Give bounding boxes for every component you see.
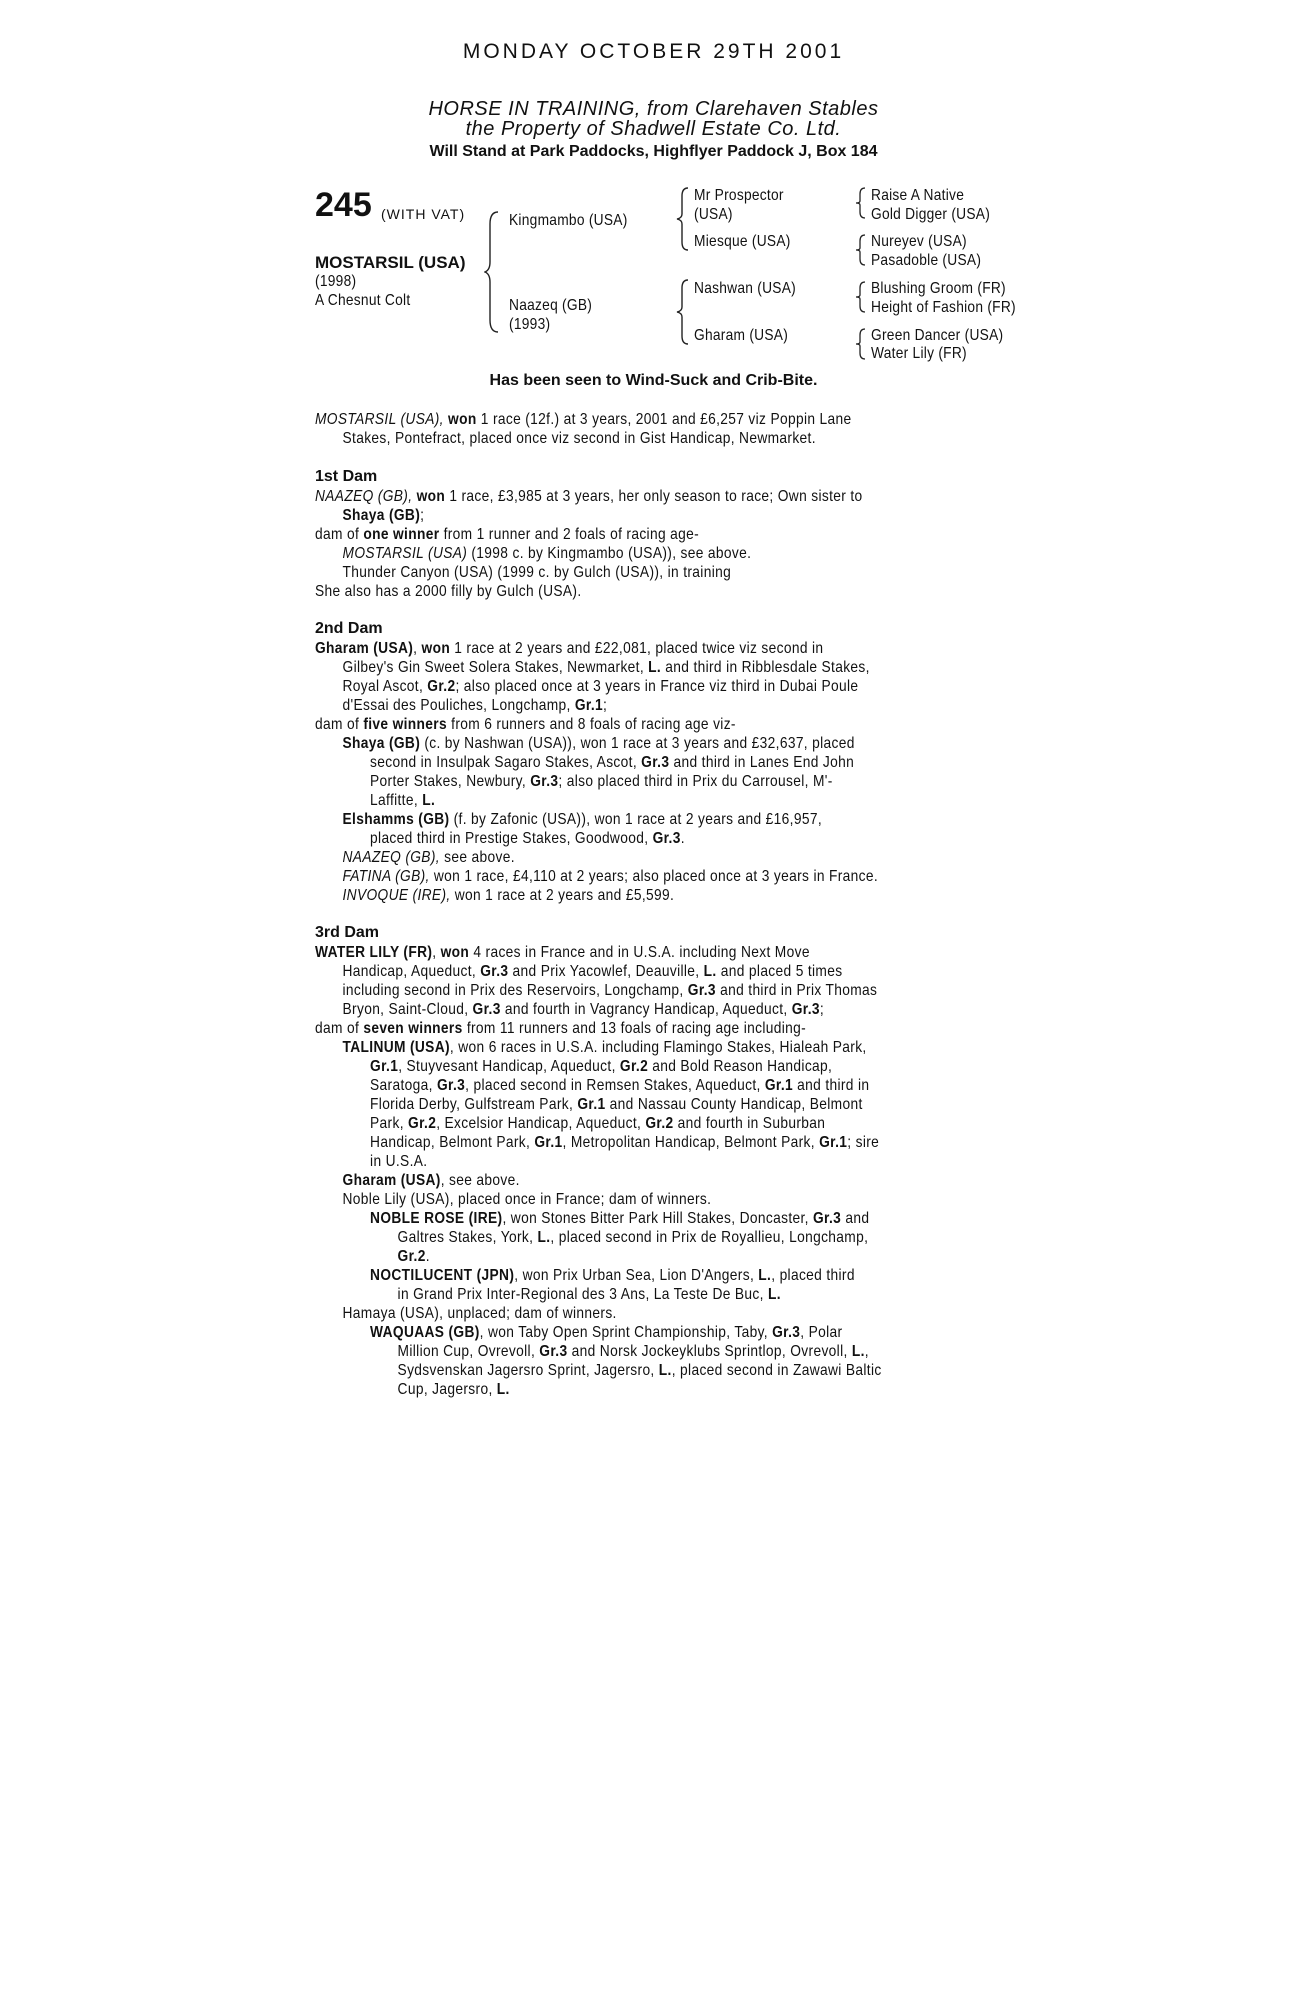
third-dam-body: WATER LILY (FR), won 4 races in France and in U.S.A. including Next Move Handicap, Aqueduct, Gr.3 and Prix Yacowlef, Deauville, L. and placed 5 times including second in Prix des Reservoirs, Longchamp, Gr.3 and third in Prix Thomas Bryon, Saint-Cloud, Gr.3 and fourth in Vagrancy Handicap, Aqueduct, Gr.3; dam of seven winners from 11 runners and 13 foals of racing age including- TALINUM (USA), won 6 races in U.S.A. including Flamingo Stakes, Hialeah Park, Gr.1, Stuyvesant Handicap, Aqueduct, Gr.2 and Bold Reason Handicap, Saratoga, Gr.3, placed second in Remsen Stakes, Aqueduct, Gr.1 and third in Florida Derby, Gulfstream Park, Gr.1 and Nassau County Handicap, Belmont Park, Gr.2, Excelsior Handicap, Aqueduct, Gr.2 and fourth in Suburban Handicap, Belmont Park, Gr.1, Metropolitan Handicap, Belmont Park, Gr.1; sire in U.S.A. Gharam (USA), see above. Noble Lily (USA), placed once in France; dam of winners. NOBLE ROSE (IRE), won Stones Bitter Park Hill Stakes, Doncaster, Gr.3 and Galtres Stakes, York, L., placed second in Prix de Royallieu, Longchamp, Gr.2. NOCTILUCENT (JPN), won Prix Urban Sea, Lion D'Angers, L., placed third in Grand Prix Inter-Regional des 3 Ans, La Teste De Buc, L. Hamaya (USA), unplaced; dam of winners. WAQUAAS (GB), won Taby Open Sprint Championship, Taby, Gr.3, Polar Million Cup, Ovrevoll, Gr.3 and Norsk Jockeyklubs Sprintlop, Ovrevoll, L., Sydsvenskan Jagersro Sprint, Jagersro, L., placed second in Zawawi Baltic Cup, Jagersro, L.: [315, 944, 882, 1398]
pedigree-brace-ss: [855, 186, 869, 220]
pedigree-dds: Green Dancer (USA): [871, 327, 1004, 344]
pedigree-dam-dam: Gharam (USA): [694, 327, 789, 344]
header-line-2: the Property of Shadwell Estate Co. Ltd.: [465, 118, 842, 140]
pedigree-dam-year: (1993): [509, 316, 551, 333]
third-dam-heading: 3rd Dam: [315, 924, 380, 941]
lot-number: 245: [315, 186, 372, 224]
pedigree-dam-sire: Nashwan (USA): [694, 280, 797, 297]
pedigree-sire-sire: Mr Prospector: [694, 187, 784, 204]
pedigree-brace-sire: [676, 186, 694, 252]
pedigree-ssd: Gold Digger (USA): [871, 206, 991, 223]
sale-date: MONDAY OCTOBER 29TH 2001: [462, 40, 845, 63]
pedigree-brace-dd: [855, 327, 869, 361]
vice-note: Has been seen to Wind-Suck and Crib-Bite.: [489, 372, 818, 389]
pedigree-sire: Kingmambo (USA): [509, 212, 628, 229]
pedigree-sss: Raise A Native: [871, 187, 965, 204]
pedigree-sdd: Pasadoble (USA): [871, 252, 982, 269]
pedigree-dss: Blushing Groom (FR): [871, 280, 1006, 297]
pedigree-sire-sire-country: (USA): [694, 206, 733, 223]
pedigree-dsd: Height of Fashion (FR): [871, 299, 1016, 316]
header-line-3: Will Stand at Park Paddocks, Highflyer Paddock J, Box 184: [429, 143, 878, 160]
pedigree-ddd: Water Lily (FR): [871, 345, 967, 362]
second-dam-body: Gharam (USA), won 1 race at 2 years and £22,081, placed twice viz second in Gilbey's Gin Sweet Solera Stakes, Newmarket, L. and third in Ribblesdale Stakes, Royal Ascot, Gr.2; also placed once at 3 years in France viz third in Dubai Poule d'Essai des Pouliches, Longchamp, Gr.1; dam of five winners from 6 runners and 8 foals of racing age viz- Shaya (GB) (c. by Nashwan (USA)), won 1 race at 3 years and £32,637, placed second in Insulpak Sagaro Stakes, Ascot, Gr.3 and third in Lanes End John Porter Stakes, Newbury, Gr.3; also placed third in Prix du Carrousel, M'- Laffitte, L. Elshamms (GB) (f. by Zafonic (USA)), won 1 race at 2 years and £16,957, placed third in Prestige Stakes, Goodwood, Gr.3. NAAZEQ (GB), see above. FATINA (GB), won 1 race, £4,110 at 2 years; also placed once at 3 years in France. INVOQUE (IRE), won 1 race at 2 years and £5,599.: [315, 640, 879, 904]
first-dam-body: NAAZEQ (GB), won 1 race, £3,985 at 3 years, her only season to race; Own sister to Shaya (GB); dam of one winner from 1 runner and 2 foals of racing age- MOSTARSIL (USA) (1998 c. by Kingmambo (USA)), see above. Thunder Canyon (USA) (1999 c. by Gulch (USA)), in training She also has a 2000 filly by Gulch (USA).: [315, 488, 863, 600]
horse-description: A Chesnut Colt: [315, 292, 411, 309]
horse-intro: MOSTARSIL (USA), won 1 race (12f.) at 3 years, 2001 and £6,257 viz Poppin Lane Stakes, Pontefract, placed once viz second in Gist Handicap, Newmarket.: [315, 411, 852, 447]
header-line-1: HORSE IN TRAINING, from Clarehaven Stables: [428, 98, 879, 120]
first-dam-heading: 1st Dam: [315, 468, 378, 485]
pedigree-sire-dam: Miesque (USA): [694, 233, 791, 250]
pedigree-brace-ds: [855, 280, 869, 314]
pedigree-brace-dam: [676, 278, 694, 346]
vat-note: (WITH VAT): [381, 206, 466, 222]
second-dam-heading: 2nd Dam: [315, 620, 383, 637]
pedigree-dam: Naazeq (GB): [509, 297, 593, 314]
pedigree-brace-main: [484, 210, 504, 334]
horse-name: MOSTARSIL (USA): [315, 253, 466, 272]
pedigree-brace-sd: [855, 233, 869, 267]
pedigree-sds: Nureyev (USA): [871, 233, 967, 250]
horse-year: (1998): [315, 273, 357, 290]
